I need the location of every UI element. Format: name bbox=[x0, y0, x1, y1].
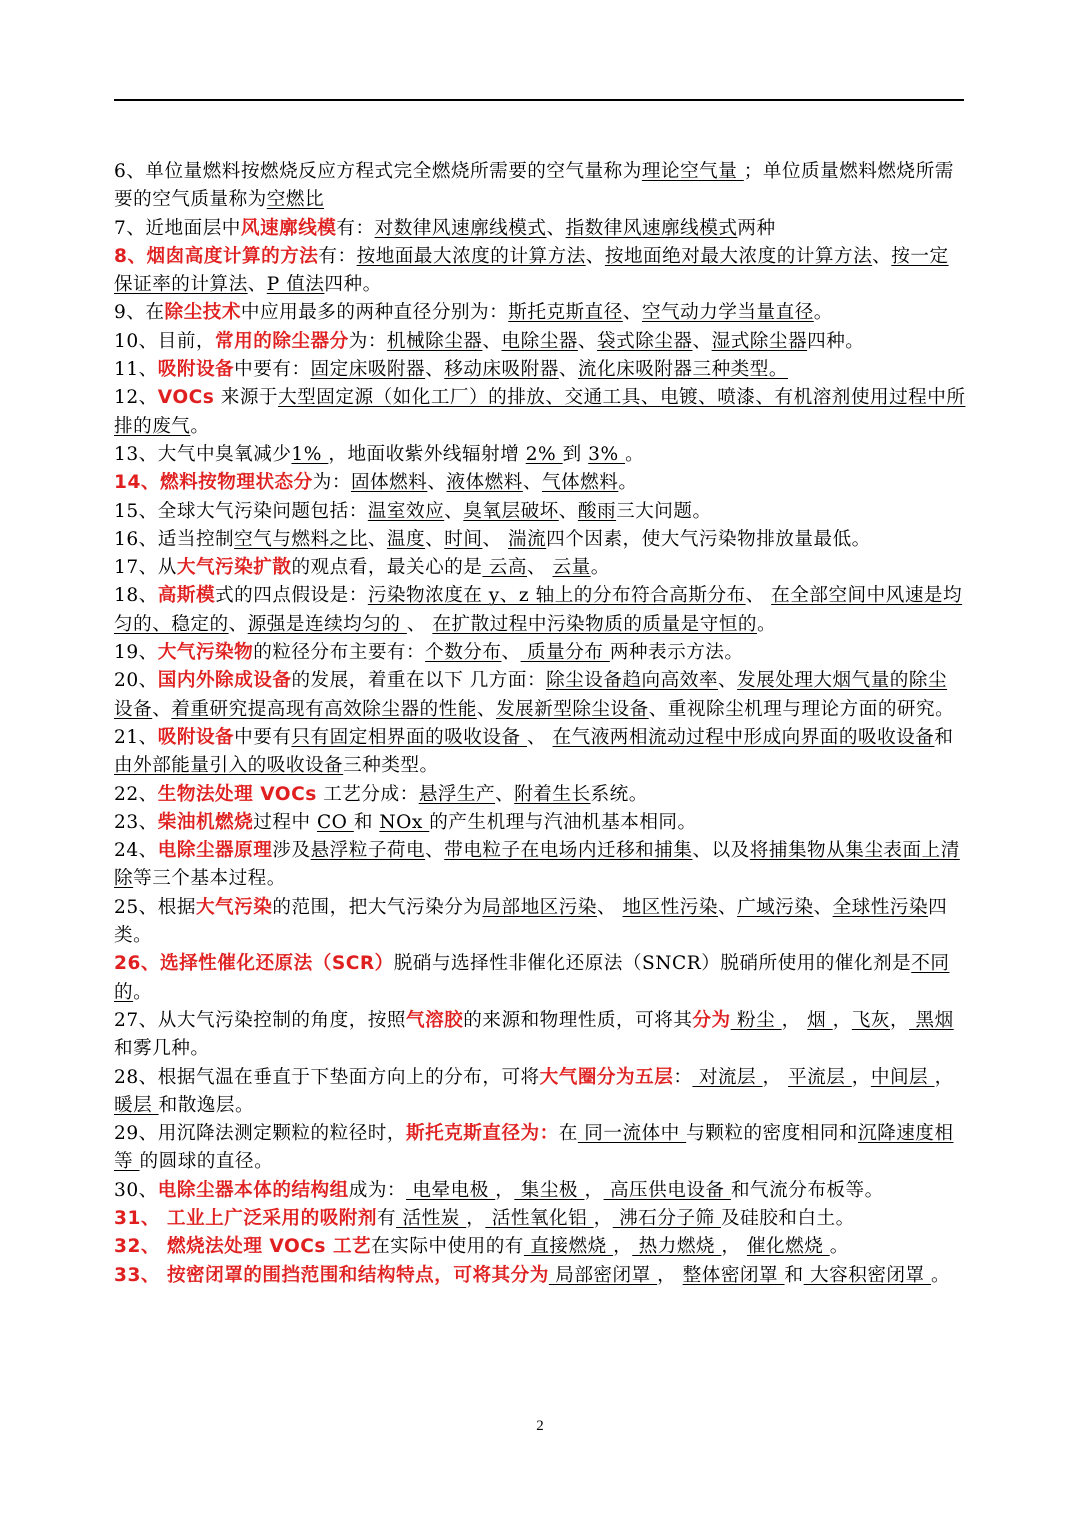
text-segment: 为： bbox=[312, 472, 351, 494]
text-segment: 的圆球的直径。 bbox=[139, 1151, 274, 1173]
text-segment: 、 bbox=[425, 840, 445, 862]
keyword-highlight: 气溶胶 bbox=[405, 1009, 464, 1031]
text-segment: 式的四点假设是： bbox=[215, 585, 368, 607]
answer-blank: 臭氧层破坏 bbox=[463, 500, 559, 522]
text-segment: 10、目前， bbox=[114, 330, 216, 352]
text-segment: 成为： bbox=[348, 1179, 407, 1201]
question-item bbox=[114, 554, 966, 582]
answer-blank: 固定床吸附器 bbox=[310, 359, 426, 381]
text-segment: 7、近地面层中 bbox=[114, 217, 241, 239]
text-segment: 21、 bbox=[114, 726, 158, 748]
text-segment: 中要有 bbox=[234, 726, 292, 748]
answer-blank: 理论空气量 bbox=[641, 161, 744, 182]
keyword-highlight: 常用的除尘器分 bbox=[215, 330, 349, 352]
answer-blank: 液体燃料 bbox=[446, 472, 523, 494]
text-segment: ， bbox=[593, 1207, 613, 1229]
keyword-highlight: 风速廓线模 bbox=[240, 217, 337, 239]
answer-blank: 对数律风速廓线模式 bbox=[374, 217, 547, 239]
answer-blank: 地区性污染 bbox=[622, 896, 718, 918]
text-segment: ， bbox=[762, 1066, 789, 1088]
text-segment: 19、 bbox=[114, 642, 158, 664]
question-item bbox=[114, 498, 966, 526]
answer-blank: 云量 bbox=[552, 557, 591, 579]
text-segment: 9、在 bbox=[114, 302, 165, 324]
answer-blank: 电除尘器 bbox=[501, 330, 578, 352]
answer-blank: 全球性污染 bbox=[832, 896, 929, 918]
question-item bbox=[114, 1262, 966, 1290]
text-segment: 的范围，把大气污染分为 bbox=[272, 896, 483, 918]
answer-blank: 由外部能量引入的吸收设备 bbox=[114, 755, 344, 777]
answer-blank: 污染物浓度在 y、z 轴上的分布符合高斯分布 bbox=[367, 585, 746, 607]
text-segment: 有 bbox=[376, 1207, 397, 1229]
text-segment: 中应用最多的两种直径分别为： bbox=[240, 302, 509, 324]
text-segment: 、 bbox=[476, 698, 496, 720]
answer-blank: 催化燃烧 bbox=[746, 1236, 830, 1258]
answer-blank: 在气液两相流动过程中形成向界面的吸收设备 bbox=[552, 726, 935, 748]
question-item bbox=[114, 639, 966, 667]
keyword-highlight: 大气污染 bbox=[195, 896, 273, 918]
text-segment: 和雾几种。 bbox=[114, 1038, 210, 1060]
answer-blank: 流化床吸附器三种类型。 bbox=[577, 359, 788, 381]
text-segment: ， bbox=[851, 1066, 871, 1088]
answer-blank: 按一定保证率的计算法 bbox=[114, 245, 949, 296]
text-segment: 17、从 bbox=[114, 557, 177, 579]
keyword-highlight: 大气圈分为五层 bbox=[539, 1066, 674, 1088]
question-item bbox=[114, 1007, 966, 1064]
answer-blank: 空燃比 bbox=[266, 189, 325, 211]
answer-blank: 电晕电极 bbox=[406, 1179, 496, 1201]
keyword-highlight: 生物法处理 VOCs bbox=[157, 783, 317, 805]
question-item bbox=[114, 384, 966, 441]
text-segment: 、 bbox=[577, 330, 598, 352]
question-item bbox=[114, 328, 966, 356]
answer-blank: 斯托克斯直径 bbox=[508, 302, 623, 324]
answer-blank: 在全部空间中风速是均匀的、稳定的 bbox=[114, 585, 963, 635]
text-segment: 、 bbox=[585, 245, 605, 267]
answer-blank: 发展处理大烟气量的除尘设备 bbox=[114, 670, 948, 720]
text-segment: 及硅胶和白土。 bbox=[721, 1207, 855, 1229]
answer-blank: 悬浮粒子荷电 bbox=[310, 840, 426, 862]
text-segment: 和 bbox=[934, 726, 954, 748]
answer-blank: 带电粒子在电场内迁移和捕集 bbox=[444, 840, 693, 862]
text-segment: 、 bbox=[495, 783, 515, 805]
answer-blank: 空气动力学当量直径 bbox=[641, 302, 814, 324]
answer-blank: 3% bbox=[588, 443, 626, 465]
text-segment: 为： bbox=[348, 330, 387, 352]
text-segment: 、 bbox=[228, 613, 248, 635]
question-item bbox=[114, 299, 966, 327]
question-item bbox=[114, 441, 966, 469]
text-segment: 、 bbox=[692, 330, 712, 352]
answer-blank: 平流层 bbox=[788, 1066, 852, 1088]
text-segment: 、重视除尘机理与理论方面的研究。 bbox=[648, 698, 955, 720]
text-segment: 、 bbox=[527, 726, 553, 748]
text-segment: 、 bbox=[527, 557, 553, 579]
answer-blank: 大型固定源（如化工厂）的排放、交通工具、电镀、喷漆、有机溶剂使用过程中所排的废气 bbox=[114, 387, 966, 437]
text-segment: 四种。 bbox=[324, 274, 382, 296]
answer-blank: 除尘设备趋向高效率 bbox=[546, 670, 718, 692]
answer-blank: 沸石分子筛 bbox=[612, 1207, 722, 1229]
keyword-highlight: 33、 按密闭罩的围挡范围和结构特点，可将其分为 bbox=[114, 1264, 549, 1286]
answer-blank: 局部密闭罩 bbox=[548, 1264, 658, 1286]
keyword-highlight: 14、燃料按物理状态分 bbox=[114, 472, 313, 494]
text-segment: ， bbox=[584, 1179, 604, 1201]
text-segment: ， bbox=[889, 1009, 910, 1031]
question-item bbox=[114, 1205, 966, 1233]
text-segment: 15、全球大气污染问题包括： bbox=[114, 500, 368, 522]
text-segment: 四种。 bbox=[807, 330, 865, 352]
text-segment: 来源于 bbox=[214, 387, 279, 409]
keyword-highlight: 分为 bbox=[692, 1009, 731, 1031]
text-segment: 。 bbox=[190, 415, 210, 437]
text-segment: 、 bbox=[558, 500, 578, 522]
text-segment: 有： bbox=[318, 245, 357, 267]
answer-blank: 只有固定相界面的吸收设备 bbox=[291, 726, 527, 748]
keyword-highlight: 柴油机燃烧 bbox=[157, 811, 254, 833]
answer-blank: 高压供电设备 bbox=[603, 1179, 731, 1201]
question-item bbox=[114, 667, 966, 724]
keyword-highlight: 大气污染扩散 bbox=[176, 557, 292, 579]
text-segment: 等三个基本过程。 bbox=[133, 868, 286, 890]
question-item bbox=[114, 837, 966, 894]
answer-blank: 袋式除尘器 bbox=[597, 330, 693, 352]
answer-blank: 质量分布 bbox=[520, 642, 610, 664]
question-item bbox=[114, 724, 966, 781]
text-segment: 的来源和物理性质，可将其 bbox=[463, 1009, 693, 1031]
text-segment: 。 bbox=[590, 557, 610, 579]
answer-blank: 粉尘 bbox=[730, 1009, 782, 1031]
answer-blank: CO bbox=[316, 811, 354, 833]
text-segment: 有： bbox=[336, 217, 375, 239]
text-segment: 18、 bbox=[114, 585, 158, 607]
text-segment: ；单位质量燃料燃烧所需要的空气质量称为 bbox=[114, 161, 954, 211]
text-segment: 。 bbox=[756, 613, 777, 635]
text-segment: 过程中 bbox=[253, 811, 317, 833]
text-segment: 、 bbox=[546, 217, 566, 239]
text-segment: 。 bbox=[133, 981, 153, 1003]
question-item bbox=[114, 356, 966, 384]
text-segment: 20、 bbox=[114, 670, 158, 692]
header-rule bbox=[114, 99, 964, 101]
answer-blank: 黑烟 bbox=[909, 1009, 954, 1031]
answer-blank: 整体密闭罩 bbox=[682, 1264, 785, 1286]
keyword-highlight: 吸附设备 bbox=[157, 726, 235, 748]
answer-blank: 直接燃烧 bbox=[523, 1236, 614, 1258]
text-segment: 脱硝与选择性非催化还原法（SNCR）脱硝所使用的催化剂是 bbox=[393, 953, 912, 975]
question-item bbox=[114, 243, 966, 300]
text-segment: 和散逸层。 bbox=[158, 1094, 255, 1116]
question-item bbox=[114, 809, 966, 837]
text-segment: 系统。 bbox=[590, 783, 648, 805]
text-segment: ， bbox=[657, 1264, 683, 1286]
text-segment: 两种 bbox=[737, 217, 776, 239]
answer-blank: 广域污染 bbox=[737, 896, 814, 918]
text-segment: ， bbox=[495, 1179, 515, 1201]
question-item bbox=[114, 781, 966, 809]
text-segment: 、 bbox=[813, 896, 833, 918]
text-segment: 和气流分布板等。 bbox=[730, 1179, 884, 1201]
answer-blank: 热力燃烧 bbox=[632, 1236, 722, 1258]
text-segment: 和 bbox=[784, 1264, 804, 1286]
text-segment: ， bbox=[934, 1066, 954, 1088]
text-segment: 、 bbox=[717, 896, 738, 918]
keyword-highlight: VOCs bbox=[157, 387, 215, 409]
text-segment: 的发展，着重在以下 几方面： bbox=[291, 670, 547, 692]
text-segment: 在实际中使用的有 bbox=[371, 1236, 524, 1258]
answer-blank: 沉降速度相等 bbox=[114, 1123, 954, 1173]
answer-blank: 空气与燃料之比 bbox=[234, 528, 368, 550]
text-segment: ， bbox=[466, 1207, 486, 1229]
answer-blank: 机械除尘器 bbox=[386, 330, 483, 352]
keyword-highlight: 31、 工业上广泛采用的吸附剂 bbox=[114, 1207, 377, 1229]
question-item bbox=[114, 1177, 966, 1205]
keyword-highlight: 国内外除成设备 bbox=[157, 670, 292, 692]
answer-blank: 活性氧化铝 bbox=[485, 1207, 594, 1229]
text-segment: 的观点看，最关心的是 bbox=[291, 557, 483, 579]
answer-blank: 着重研究提高现有高效除尘器的性能 bbox=[171, 698, 477, 720]
answer-blank: 指数律风速廓线模式 bbox=[565, 217, 738, 239]
answer-blank: 个数分布 bbox=[425, 642, 502, 664]
keyword-highlight: 电除尘器本体的结构组 bbox=[157, 1179, 349, 1201]
text-segment: 11、 bbox=[114, 359, 158, 381]
answer-blank: 将捕集物从集尘表面上清除 bbox=[114, 840, 960, 890]
keyword-highlight: 26、选择性催化还原法（SCR） bbox=[114, 953, 394, 975]
answer-blank: 暖层 bbox=[114, 1094, 159, 1116]
text-segment: 、 bbox=[425, 359, 445, 381]
question-item bbox=[114, 1233, 966, 1261]
question-item bbox=[114, 582, 966, 639]
text-segment: 涉及 bbox=[272, 840, 311, 862]
text-segment: ， bbox=[613, 1236, 633, 1258]
keyword-highlight: 电除尘器原理 bbox=[157, 840, 273, 862]
answer-blank: 大容积密闭罩 bbox=[803, 1264, 932, 1286]
question-item bbox=[114, 469, 966, 497]
text-segment: 28、根据气温在垂直于下垫面方向上的分布，可将 bbox=[114, 1066, 540, 1088]
question-item bbox=[114, 1120, 966, 1177]
text-segment: 、 bbox=[522, 472, 542, 494]
keyword-highlight: 除尘技术 bbox=[164, 302, 241, 324]
text-segment: 。 bbox=[813, 302, 833, 324]
text-segment: 到 bbox=[562, 443, 589, 465]
answer-blank: 同一流体中 bbox=[577, 1123, 687, 1145]
answer-blank: 悬浮生产 bbox=[418, 783, 496, 805]
answer-blank: 按地面最大浓度的计算方法 bbox=[356, 245, 586, 267]
text-segment: 、 bbox=[425, 528, 445, 550]
text-segment: 的产生机理与汽油机基本相同。 bbox=[429, 811, 697, 833]
text-segment: 22、 bbox=[114, 783, 158, 805]
answer-blank: 气体燃料 bbox=[541, 472, 619, 494]
text-segment: 、 bbox=[427, 472, 447, 494]
text-segment: 13、大气中臭氧减少 bbox=[114, 443, 292, 465]
answer-blank: 飞灰 bbox=[851, 1009, 890, 1031]
text-segment: 16、适当控制 bbox=[114, 528, 235, 550]
text-segment: 、 bbox=[558, 359, 578, 381]
answer-blank: 2% bbox=[525, 443, 563, 465]
answer-blank: 活性炭 bbox=[396, 1207, 467, 1229]
answer-blank: 云高 bbox=[482, 557, 527, 579]
question-item bbox=[114, 526, 966, 554]
answer-blank: 温室效应 bbox=[367, 500, 445, 522]
text-segment: ，地面收紫外线辐射增 bbox=[328, 443, 526, 465]
answer-blank: 移动床吸附器 bbox=[444, 359, 559, 381]
text-segment: 。 bbox=[829, 1236, 849, 1258]
text-segment: 、 bbox=[152, 698, 172, 720]
answer-blank: 湍流 bbox=[507, 528, 547, 550]
answer-blank: 温度 bbox=[386, 528, 426, 550]
text-segment: 三大问题。 bbox=[616, 500, 712, 522]
question-item bbox=[114, 894, 966, 951]
text-segment: 、 bbox=[247, 274, 267, 296]
text-segment: 在 bbox=[558, 1123, 578, 1145]
keyword-highlight: 斯托克斯直径为： bbox=[405, 1123, 559, 1145]
text-segment: 、 bbox=[367, 528, 387, 550]
keyword-highlight: 高斯模 bbox=[157, 585, 216, 607]
text-segment: 、 bbox=[596, 896, 623, 918]
text-segment: 24、 bbox=[114, 840, 158, 862]
text-segment: 、 bbox=[482, 330, 502, 352]
answer-blank: 固体燃料 bbox=[350, 472, 428, 494]
text-segment: 、 bbox=[745, 585, 772, 607]
answer-blank: 附着生长 bbox=[514, 783, 591, 805]
text-segment: 三种类型。 bbox=[343, 755, 439, 777]
text-segment: ， bbox=[832, 1009, 852, 1031]
text-segment: 23、 bbox=[114, 811, 158, 833]
answer-blank: 按地面绝对最大浓度的计算方法 bbox=[604, 245, 873, 267]
keyword-highlight: 吸附设备 bbox=[157, 359, 235, 381]
answer-blank: NOx bbox=[379, 811, 430, 833]
keyword-highlight: 大气污染物 bbox=[157, 642, 254, 664]
text-segment: 中要有： bbox=[234, 359, 311, 381]
question-item bbox=[114, 158, 966, 215]
text-segment: 、 bbox=[406, 613, 433, 635]
answer-blank: 集尘极 bbox=[514, 1179, 585, 1201]
text-segment: ： bbox=[673, 1066, 693, 1088]
text-segment: 四类。 bbox=[114, 896, 948, 947]
text-segment: 。 bbox=[618, 472, 638, 494]
keyword-highlight: 32、 燃烧法处理 VOCs 工艺 bbox=[114, 1236, 372, 1258]
answer-blank: 中间层 bbox=[870, 1066, 935, 1088]
question-item bbox=[114, 1064, 966, 1121]
text-segment: 25、根据 bbox=[114, 896, 196, 918]
text-segment: 30、 bbox=[114, 1179, 158, 1201]
answer-blank: 时间 bbox=[444, 528, 483, 550]
text-segment: ， bbox=[781, 1009, 808, 1031]
text-segment: 、以及 bbox=[692, 840, 750, 862]
text-segment: 四个因素，使大气污染物排放量最低。 bbox=[546, 528, 871, 550]
question-item bbox=[114, 215, 966, 243]
answer-blank: 烟 bbox=[807, 1009, 833, 1031]
answer-blank: 在扩散过程中污染物质的质量是守恒的 bbox=[432, 613, 757, 635]
page-number: 2 bbox=[536, 1418, 544, 1434]
text-segment: 工艺分成： bbox=[316, 783, 419, 805]
text-segment: 、 bbox=[717, 670, 738, 692]
answer-blank: P 值法 bbox=[266, 274, 325, 296]
answer-blank: 局部地区污染 bbox=[482, 896, 597, 918]
answer-blank: 发展新型除尘设备 bbox=[495, 698, 649, 720]
text-segment: 与颗粒的密度相同和 bbox=[686, 1123, 859, 1145]
text-segment: 的粒径分布主要有： bbox=[253, 642, 426, 664]
text-segment: 27、从大气污染控制的角度，按照 bbox=[114, 1009, 406, 1031]
text-segment: 和 bbox=[353, 811, 380, 833]
text-segment: 6、单位量燃料按燃烧反应方程式完全燃烧所需要的空气量称为 bbox=[114, 161, 642, 182]
question-item bbox=[114, 950, 966, 1007]
keyword-highlight: 8、烟囱高度计算的方法 bbox=[114, 245, 319, 267]
text-segment: 、 bbox=[622, 302, 642, 324]
text-segment: 。 bbox=[931, 1264, 951, 1286]
text-segment: 两种表示方法。 bbox=[609, 642, 744, 664]
answer-blank: 1% bbox=[291, 443, 329, 465]
answer-blank: 酸雨 bbox=[577, 500, 617, 522]
text-segment: 、 bbox=[482, 528, 508, 550]
text-segment: 、 bbox=[872, 245, 892, 267]
answer-blank: 对流层 bbox=[692, 1066, 763, 1088]
text-segment: ， bbox=[721, 1236, 747, 1258]
answer-blank: 湿式除尘器 bbox=[711, 330, 808, 352]
text-segment: 、 bbox=[501, 642, 521, 664]
question-list bbox=[114, 158, 966, 1290]
text-segment: 29、用沉降法测定颗粒的粒径时， bbox=[114, 1123, 406, 1145]
answer-blank: 源强是连续均匀的 bbox=[247, 613, 407, 635]
answer-blank: 不同的 bbox=[114, 953, 950, 1003]
text-segment: 。 bbox=[625, 443, 645, 465]
text-segment: 、 bbox=[444, 500, 464, 522]
text-segment: 12、 bbox=[114, 387, 158, 409]
